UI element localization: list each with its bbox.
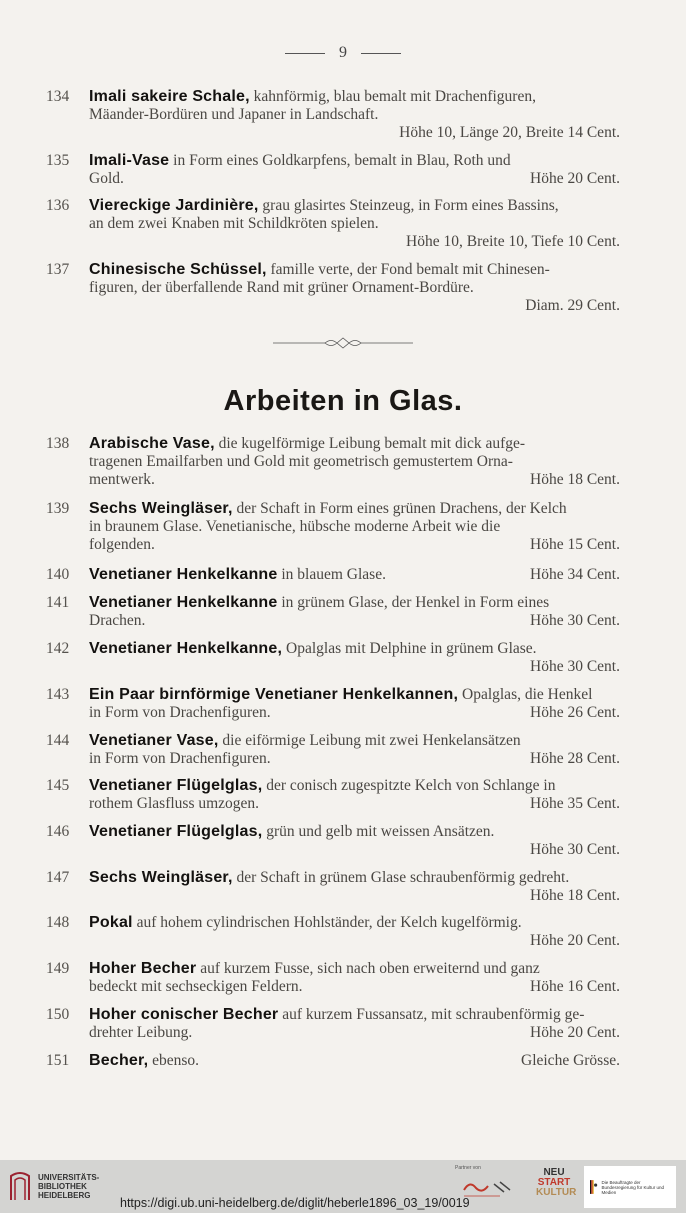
entry-title: Venetianer Flügelglas, bbox=[89, 823, 263, 840]
entry-dimensions: Höhe 10, Länge 20, Breite 14 Cent. bbox=[399, 124, 620, 142]
entry-text: in Form eines Goldkarpfens, bemalt in Blau, Roth und bbox=[173, 152, 511, 169]
entry-text: bedeckt mit sechseckigen Feldern. bbox=[89, 978, 303, 996]
entry-number: 143 bbox=[46, 686, 70, 703]
library-name-line: UNIVERSITÄTS- bbox=[38, 1172, 100, 1182]
entry-text: an dem zwei Knaben mit Schildkröten spielen. bbox=[89, 215, 379, 233]
catalog-entry bbox=[46, 1006, 638, 1042]
entry-text: auf kurzem Fussansatz, mit schraubenförmig ge- bbox=[282, 1006, 585, 1023]
entry-text: kahnförmig, blau bemalt mit Drachenfiguren, bbox=[253, 88, 536, 105]
catalog-entry bbox=[46, 960, 638, 996]
entry-title: Arabische Vase, bbox=[89, 435, 215, 452]
entry-text: der Schaft in Form eines grünen Drachens, der Kelch bbox=[236, 500, 567, 517]
bkm-logo bbox=[584, 1166, 676, 1208]
entry-number: 138 bbox=[46, 435, 70, 452]
entry-text: Opalglas mit Delphine in grünem Glase. bbox=[286, 640, 537, 657]
library-name-line: BIBLIOTHEK bbox=[38, 1181, 87, 1191]
section-title: Arbeiten in Glas. bbox=[223, 385, 463, 417]
entry-number: 149 bbox=[46, 960, 70, 977]
entry-title: Venetianer Henkelkanne, bbox=[89, 640, 283, 657]
entry-title: Becher, bbox=[89, 1052, 149, 1069]
entry-text: auf kurzem Fusse, sich nach oben erweiternd und ganz bbox=[200, 960, 540, 977]
entry-number: 148 bbox=[46, 914, 70, 931]
entry-text: der Schaft in grünem Glase schraubenförmig gedreht. bbox=[236, 869, 570, 886]
entry-text: grün und gelb mit weissen Ansätzen. bbox=[266, 823, 495, 840]
catalog-entry bbox=[46, 197, 638, 252]
entry-title: Sechs Weingläser, bbox=[89, 869, 233, 886]
entry-text: famille verte, der Fond bemalt mit Chinesen- bbox=[270, 261, 550, 278]
entry-dimensions: Höhe 18 Cent. bbox=[530, 887, 620, 905]
library-name-line: HEIDELBERG bbox=[38, 1190, 91, 1200]
ornament-icon bbox=[273, 337, 413, 349]
entry-dimensions: Höhe 26 Cent. bbox=[530, 704, 620, 722]
entry-text: in Form von Drachenfiguren. bbox=[89, 704, 271, 722]
catalog-entry bbox=[46, 152, 638, 188]
entry-number: 136 bbox=[46, 197, 70, 214]
entry-title: Imali sakeire Schale, bbox=[89, 88, 250, 105]
entry-number: 144 bbox=[46, 732, 70, 749]
entry-text: figuren, der überfallende Rand mit grüner Ornament-Bordüre. bbox=[89, 279, 474, 297]
entry-dimensions: Höhe 28 Cent. bbox=[530, 750, 620, 768]
entry-title: Chinesische Schüssel, bbox=[89, 261, 267, 278]
entry-number: 135 bbox=[46, 152, 70, 169]
entry-number: 145 bbox=[46, 777, 70, 794]
entry-dimensions: Höhe 20 Cent. bbox=[530, 170, 620, 188]
entry-number: 142 bbox=[46, 640, 70, 657]
entry-title: Hoher conischer Becher bbox=[89, 1006, 279, 1023]
catalog-entry bbox=[46, 914, 638, 950]
entry-text: mentwerk. bbox=[89, 471, 155, 489]
entry-number: 150 bbox=[46, 1006, 70, 1023]
catalog-entry bbox=[46, 732, 638, 768]
entry-title: Sechs Weingläser, bbox=[89, 500, 233, 517]
entry-dimensions: Gleiche Grösse. bbox=[521, 1052, 620, 1069]
catalog-entry bbox=[46, 88, 638, 143]
entry-text: die kugelförmige Leibung bemalt mit dick aufge- bbox=[218, 435, 526, 452]
entry-dimensions: Diam. 29 Cent. bbox=[525, 297, 620, 315]
entry-text: rothem Glasfluss umzogen. bbox=[89, 795, 260, 813]
entry-number: 146 bbox=[46, 823, 70, 840]
entry-text: Drachen. bbox=[89, 612, 146, 630]
catalog-entry bbox=[46, 869, 638, 905]
entry-text: Gold. bbox=[89, 170, 124, 188]
entry-title: Ein Paar birnförmige Venetianer Henkelkannen, bbox=[89, 686, 459, 703]
entry-dimensions: Höhe 15 Cent. bbox=[530, 536, 620, 554]
entry-dimensions: Höhe 20 Cent. bbox=[530, 932, 620, 950]
catalog-entry bbox=[46, 594, 638, 630]
ornament-divider bbox=[0, 336, 686, 354]
catalog-entry bbox=[46, 566, 638, 584]
entry-dimensions: Höhe 20 Cent. bbox=[530, 1024, 620, 1042]
bkm-text: Die Beauftragte der Bundesregierung für Kultur und Medien bbox=[601, 1179, 665, 1195]
entry-title: Venetianer Henkelkanne bbox=[89, 566, 278, 583]
federal-eagle-icon bbox=[590, 1176, 598, 1198]
entry-number: 137 bbox=[46, 261, 70, 278]
catalog-entry bbox=[46, 823, 638, 859]
entry-dimensions: Höhe 30 Cent. bbox=[530, 658, 620, 676]
catalog-entry bbox=[46, 261, 638, 316]
entry-title: Pokal bbox=[89, 914, 133, 931]
partner-logo-icon bbox=[460, 1174, 520, 1200]
entry-text: ebenso. bbox=[152, 1052, 200, 1069]
partner-label: Partner von bbox=[455, 1165, 481, 1171]
entry-text: in grünem Glase, der Henkel in Form eines bbox=[281, 594, 550, 611]
permalink-url[interactable]: https://digi.ub.uni-heidelberg.de/diglit/heberle1896_03_19/0019 bbox=[120, 1196, 470, 1210]
entry-title: Venetianer Henkelkanne bbox=[89, 594, 278, 611]
catalog-entry bbox=[46, 777, 638, 813]
entry-title: Viereckige Jardinière, bbox=[89, 197, 259, 214]
entry-text: tragenen Emailfarben und Gold mit geometrisch gemustertem Orna- bbox=[89, 453, 513, 471]
entry-text: in blauem Glase. bbox=[281, 566, 386, 583]
entry-number: 147 bbox=[46, 869, 70, 886]
viewer-footer bbox=[0, 1160, 686, 1213]
entry-number: 134 bbox=[46, 88, 70, 105]
entry-dimensions: Höhe 30 Cent. bbox=[530, 612, 620, 630]
entry-title: Venetianer Vase, bbox=[89, 732, 219, 749]
entry-text: der conisch zugespitzte Kelch von Schlange in bbox=[266, 777, 556, 794]
entry-dimensions: Höhe 35 Cent. bbox=[530, 795, 620, 813]
catalog-entry bbox=[46, 640, 638, 676]
entry-title: Imali-Vase bbox=[89, 152, 170, 169]
entry-text: auf hohem cylindrischen Hohlständer, der Kelch kugelförmig. bbox=[136, 914, 522, 931]
catalog-entry bbox=[46, 1052, 638, 1070]
entry-text: folgenden. bbox=[89, 536, 155, 554]
catalog-entry bbox=[46, 435, 638, 490]
entry-text: die eiförmige Leibung mit zwei Henkelansätzen bbox=[222, 732, 521, 749]
entry-number: 141 bbox=[46, 594, 70, 611]
entry-text: drehter Leibung. bbox=[89, 1024, 193, 1042]
entry-number: 151 bbox=[46, 1052, 70, 1069]
entry-title: Venetianer Flügelglas, bbox=[89, 777, 263, 794]
entry-dimensions: Höhe 16 Cent. bbox=[530, 978, 620, 996]
page-number: 9 bbox=[0, 44, 686, 62]
neustart-kultur-logo: NEU START KULTUR bbox=[536, 1167, 577, 1198]
catalog-entry bbox=[46, 500, 638, 555]
library-logo[interactable] bbox=[8, 1170, 99, 1202]
entry-number: 139 bbox=[46, 500, 70, 517]
entry-text: grau glasirtes Steinzeug, in Form eines Bassins, bbox=[262, 197, 559, 214]
entry-number: 140 bbox=[46, 566, 70, 583]
catalog-entry bbox=[46, 686, 638, 722]
entry-dimensions: Höhe 18 Cent. bbox=[530, 471, 620, 489]
entry-dimensions: Höhe 34 Cent. bbox=[530, 566, 620, 583]
entry-dimensions: Höhe 10, Breite 10, Tiefe 10 Cent. bbox=[406, 233, 620, 251]
entry-text: Mäander-Bordüren und Japaner in Landschaft. bbox=[89, 106, 379, 124]
entry-text: in braunem Glase. Venetianische, hübsche moderne Arbeit wie die bbox=[89, 518, 501, 536]
entry-title: Hoher Becher bbox=[89, 960, 197, 977]
entry-text: Opalglas, die Henkel bbox=[462, 686, 593, 703]
entry-dimensions: Höhe 30 Cent. bbox=[530, 841, 620, 859]
library-emblem-icon bbox=[8, 1170, 32, 1202]
entry-text: in Form von Drachenfiguren. bbox=[89, 750, 271, 768]
